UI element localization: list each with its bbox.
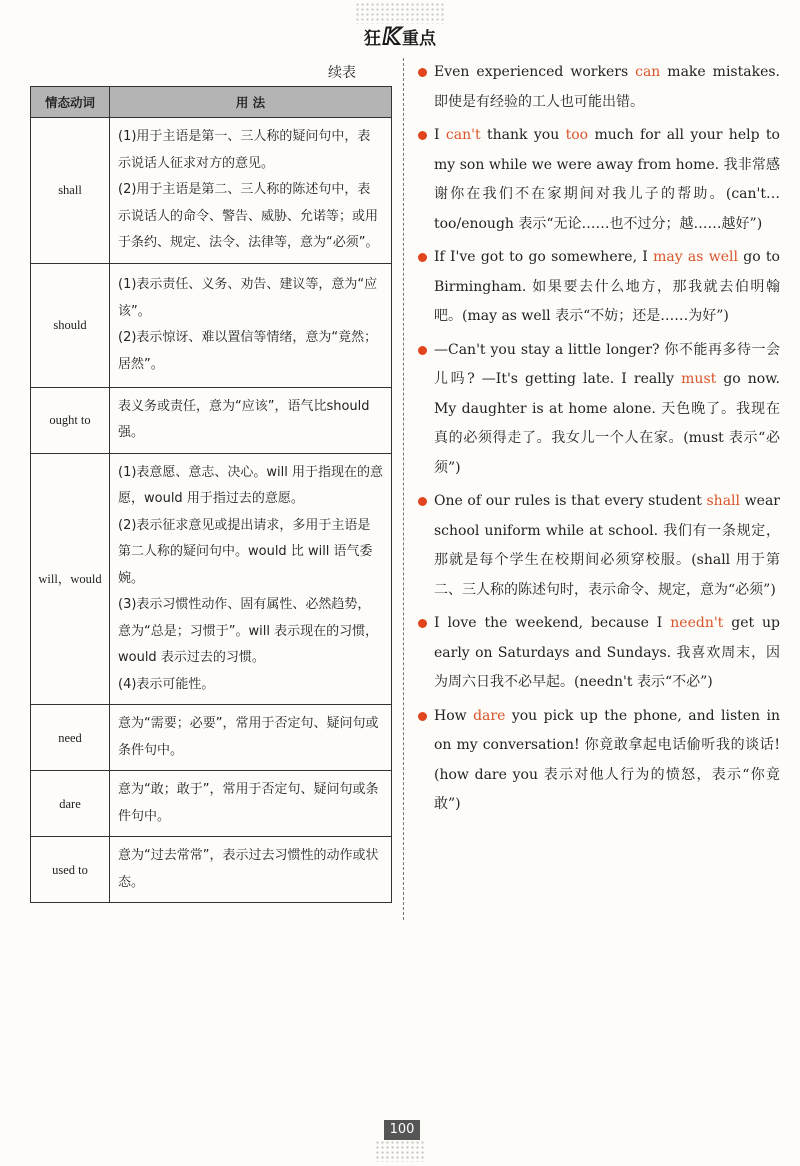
verb-cell: will，would xyxy=(31,453,110,705)
example-text-part: thank you xyxy=(480,127,566,143)
example-text-part: I xyxy=(434,127,446,143)
verb-cell: need xyxy=(31,705,110,771)
usage-cell xyxy=(110,453,392,705)
usage-text: 意为“需要；必要”，常用于否定句、疑问句或条件句中。 xyxy=(118,716,379,758)
usage-text: (1)用于主语是第一、三人称的疑问句中，表示说话人征求对方的意见。 xyxy=(118,129,371,171)
table-row xyxy=(31,387,392,453)
example-item xyxy=(418,58,780,117)
header-decoration xyxy=(355,2,445,24)
example-list xyxy=(418,58,780,824)
example-item xyxy=(418,487,780,605)
table-row xyxy=(31,263,392,387)
page-number: 100 xyxy=(384,1120,420,1140)
example-text xyxy=(434,121,780,239)
example-text-part: If I've got to go somewhere, I xyxy=(434,249,654,265)
verb-cell: ought to xyxy=(31,387,110,453)
example-item xyxy=(418,243,780,332)
continued-table-label: 续表 xyxy=(328,65,356,81)
example-text-part: go now. My daughter is at home alone. 天色晚了。我现在真的必须得走了。我女儿一个人在家。(must 表示“必须”) xyxy=(434,371,780,476)
example-item xyxy=(418,702,780,820)
example-text-part: get up early on Saturdays and Sundays. 我喜欢周末，因为周六日我不必早起。(needn't 表示“不必”) xyxy=(434,615,780,690)
usage-text: (1)表意愿、意志、决心。will 用于指现在的意愿，would 用于指过去的意愿。 xyxy=(118,464,384,506)
highlighted-modal: needn't xyxy=(670,615,724,631)
example-item xyxy=(418,121,780,239)
column-header-usage: 用 法 xyxy=(110,87,392,118)
column-divider xyxy=(403,58,404,920)
bullet-dot-icon xyxy=(418,619,427,628)
page-header xyxy=(345,24,455,50)
column-header-verb: 情态动词 xyxy=(31,87,110,118)
bullet-dot-icon xyxy=(418,131,427,140)
example-text xyxy=(434,702,780,820)
highlighted-modal: may as well xyxy=(653,249,738,265)
header-k-logo: K xyxy=(382,25,401,50)
verb-cell: dare xyxy=(31,771,110,837)
header-right-text: 重点 xyxy=(402,29,437,49)
usage-text: 意为“敢；敢于”，常用于否定句、疑问句或条件句中。 xyxy=(118,782,379,824)
table-row xyxy=(31,837,392,903)
table-row xyxy=(31,771,392,837)
example-item xyxy=(418,609,780,698)
bullet-dot-icon xyxy=(418,253,427,262)
example-text-part: —Can't you stay a little longer? 你不能再多待一会儿吗? —It's getting late. I really xyxy=(434,341,780,387)
usage-cell xyxy=(110,387,392,453)
example-text xyxy=(434,487,780,605)
bullet-dot-icon xyxy=(418,497,427,506)
bullet-dot-icon xyxy=(418,712,427,721)
table-row xyxy=(31,705,392,771)
highlighted-modal: shall xyxy=(706,493,741,509)
usage-text: (3)表示习惯性动作、固有属性、必然趋势，意为“总是；习惯于”。will 表示现在的习惯，would 表示过去的习惯。 xyxy=(118,597,379,665)
verb-cell: shall xyxy=(31,118,110,264)
example-text-part: How xyxy=(434,707,474,724)
example-text-part: wear school uniform while at school. 我们有一条规定，那就是每个学生在校期间必须穿校服。(shall 用于第二、三人称的陈述句时，表示命令、规定，意为“必须”) xyxy=(434,493,780,598)
usage-cell xyxy=(110,263,392,387)
example-text-part: much for all your help to my son while we were away from home. 我非常感谢你在我们不在家期间对我儿子的帮助。(can't…too/enough 表示“无论……也不过分；越……越好”) xyxy=(434,127,780,232)
modal-verb-table xyxy=(30,86,392,903)
example-text-part: go to Birmingham. 如果要去什么地方，那我就去伯明翰吧。(may as well 表示“不妨；还是……为好”) xyxy=(434,249,780,324)
example-text-part: make mistakes. 即使是有经验的工人也可能出错。 xyxy=(434,64,780,110)
bullet-dot-icon xyxy=(418,68,427,77)
usage-cell xyxy=(110,705,392,771)
highlighted-modal: must xyxy=(681,371,717,387)
example-text xyxy=(434,609,780,698)
highlighted-modal: dare xyxy=(473,707,506,724)
table-row xyxy=(31,453,392,705)
table-row xyxy=(31,118,392,264)
footer-decoration xyxy=(375,1140,425,1162)
verb-cell: used to xyxy=(31,837,110,903)
usage-text: (2)表示惊讶、难以置信等情绪，意为“竟然；居然”。 xyxy=(118,330,378,372)
usage-cell xyxy=(110,771,392,837)
example-text xyxy=(434,58,780,117)
usage-text: 意为“过去常常”，表示过去习惯性的动作或状态。 xyxy=(118,848,379,890)
example-text xyxy=(434,243,780,332)
usage-text: 表义务或责任，意为“应该”，语气比should强。 xyxy=(118,398,370,440)
highlighted-modal: too xyxy=(565,127,589,143)
example-text xyxy=(434,336,780,484)
example-text-part: One of our rules is that every student xyxy=(434,493,707,509)
example-item xyxy=(418,336,780,484)
verb-cell: should xyxy=(31,263,110,387)
usage-text: (1)表示责任、义务、劝告、建议等，意为“应该”。 xyxy=(118,277,378,319)
usage-cell xyxy=(110,118,392,264)
highlighted-modal: can xyxy=(635,64,661,80)
usage-text: (2)表示征求意见或提出请求，多用于主语是第二人称的疑问句中。would 比 will 语气委婉。 xyxy=(118,517,373,586)
table-header-row xyxy=(31,87,392,118)
highlighted-modal: can't xyxy=(445,127,481,143)
bullet-dot-icon xyxy=(418,346,427,355)
example-text-part: Even experienced workers xyxy=(434,64,636,80)
usage-cell xyxy=(110,837,392,903)
usage-text: (2)用于主语是第二、三人称的陈述句中，表示说话人的命令、警告、威胁、允诺等；或用于条约、规定、法令、法律等，意为“必须”。 xyxy=(118,182,379,250)
usage-text: (4)表示可能性。 xyxy=(118,676,215,692)
example-text-part: I love the weekend, because I xyxy=(434,615,671,631)
header-left-text: 狂 xyxy=(363,29,381,49)
example-text-part: you pick up the phone, and listen in on my conversation! 你竟敢拿起电话偷听我的谈话! (how dare you 表示对他人行为的愤怒，表示“你竟敢”) xyxy=(434,707,781,812)
